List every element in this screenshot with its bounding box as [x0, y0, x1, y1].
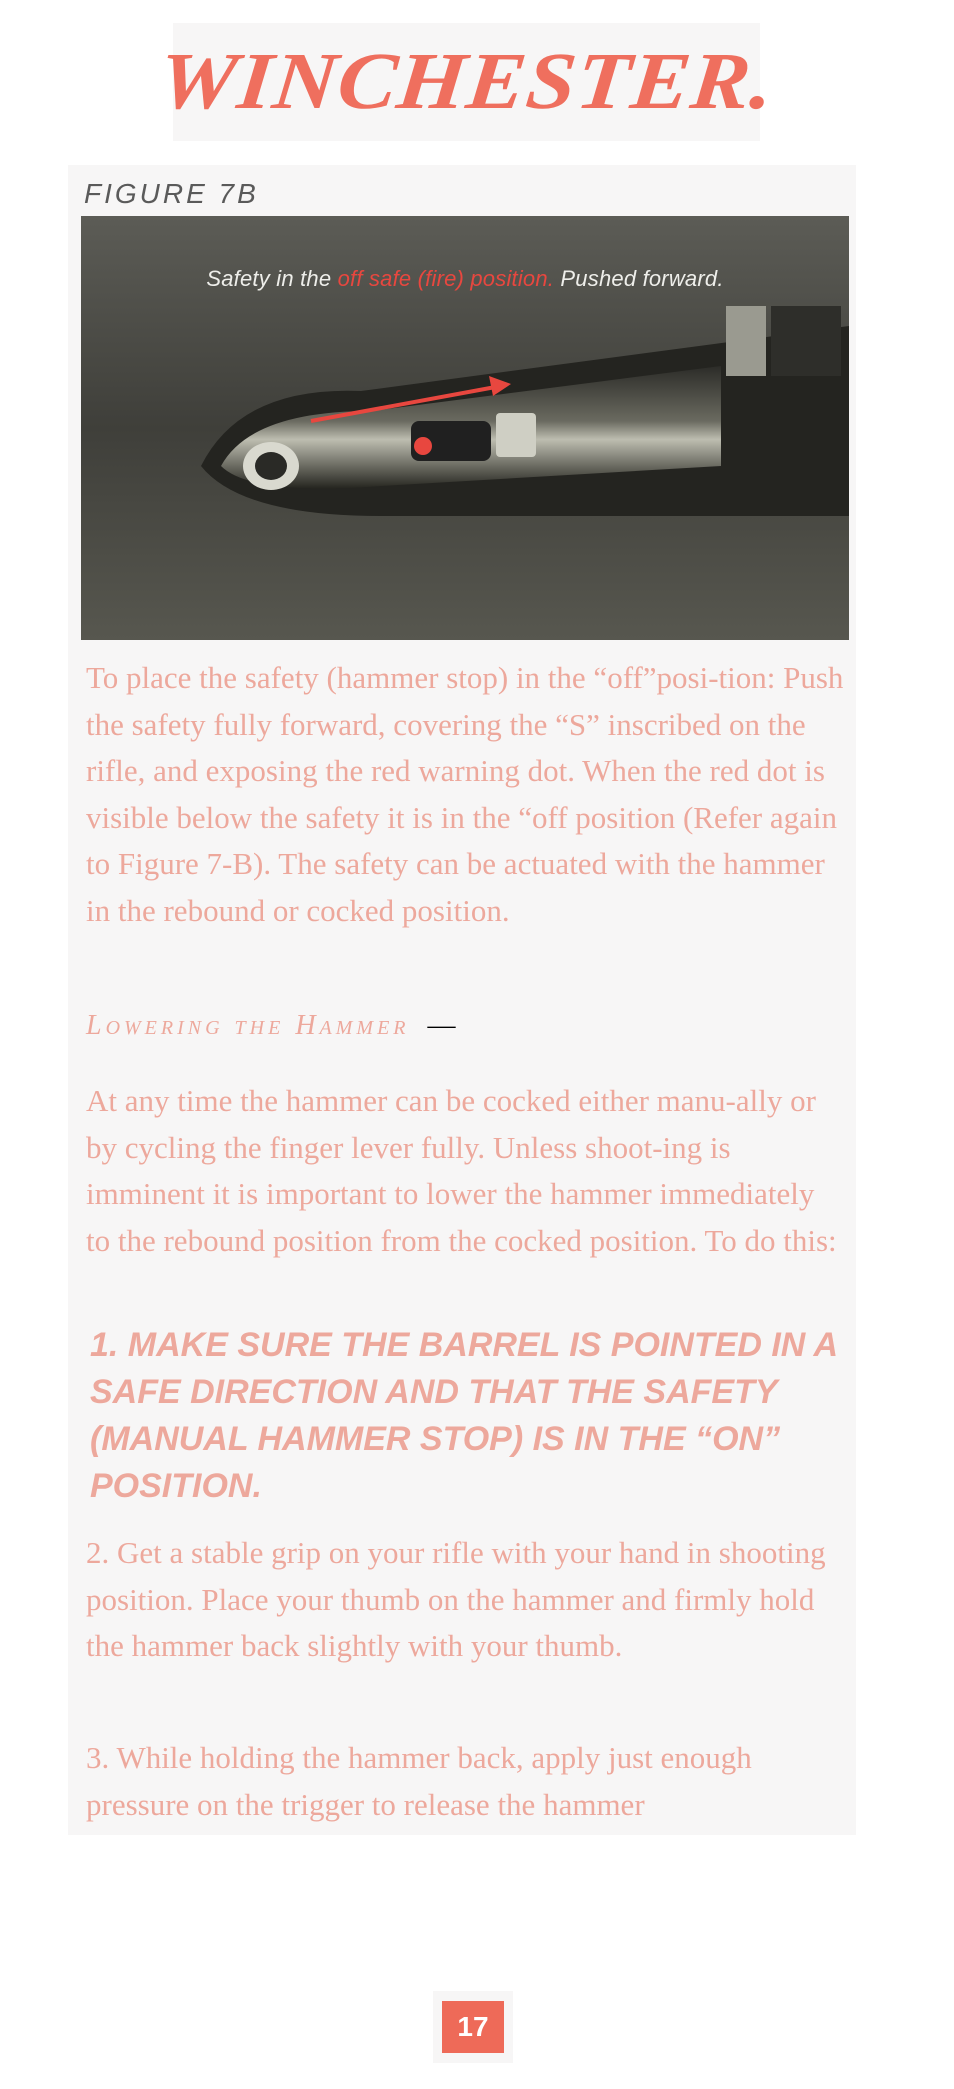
figure-caption	[81, 266, 849, 292]
paragraph-safety-off: To place the safety (hammer stop) in the “off”posi-tion: Push the safety fully forward, covering the “S” inscribed on the rifle, and exposing the red warning dot. When the red dot is visible below the safety it is in the “off position (Refer again to Figure 7-B). The safety can be actuated with the hammer in the rebound or cocked position.	[86, 660, 844, 928]
winchester-logo: WINCHESTER.	[154, 36, 779, 127]
figure-photo	[81, 216, 849, 640]
caption-text-after: Pushed forward.	[554, 266, 724, 291]
heading-dash: —	[427, 1010, 456, 1041]
logo-area	[154, 23, 779, 141]
caption-highlight: off safe (fire) position.	[337, 266, 555, 291]
paragraph-step-3: 3. While holding the hammer back, apply just enough pressure on the trigger to release the hammer	[86, 1740, 752, 1822]
caption-text-before: Safety in the	[206, 266, 338, 291]
section-heading	[86, 1010, 456, 1042]
figure-label: FIGURE 7B	[84, 178, 259, 209]
paragraph-lowering-intro: At any time the hammer can be cocked either manu-ally or by cycling the finger lever fully. Unless shoot-ing is imminent it is important to lower the hammer immediately to the rebound position from the cocked position. To do this:	[86, 1083, 837, 1258]
page-number-area	[433, 1991, 513, 2063]
heading-text: Lowering the Hammer	[86, 1010, 410, 1041]
warning-step-1: 1. MAKE SURE THE BARREL IS POINTED IN A SAFE DIRECTION AND THAT THE SAFETY (MANUAL HAMMER STOP) IS IN THE “ON” POSITION.	[90, 1326, 837, 1505]
paragraph-step-2: 2. Get a stable grip on your rifle with your hand in shooting position. Place your thumb on the hammer and firmly hold the hammer back slightly with your thumb.	[86, 1535, 826, 1663]
page-number: 17	[442, 2001, 504, 2053]
